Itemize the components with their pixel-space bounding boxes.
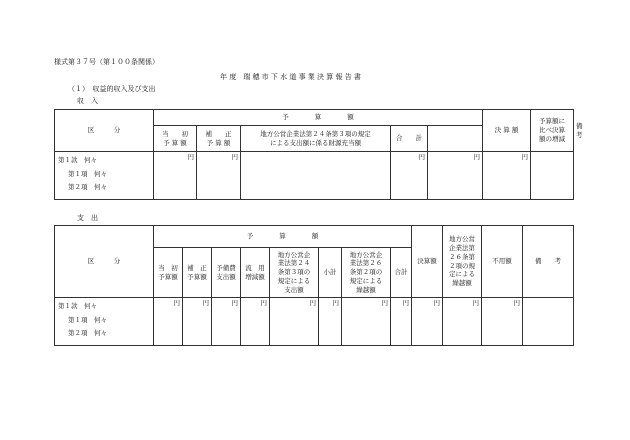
expense-col-kubun: 区 分 [55,226,154,298]
expense-col-bikou: 備 考 [523,226,574,298]
income-row-label: 第２項 何々 [68,183,107,191]
expense-cell-hosei: 円 [183,298,212,346]
expense-row-labels [55,298,154,346]
expense-col-chihou26: 地方公営企 業法第２６ 条第２項の 規定による 繰越額 [342,248,391,298]
expense-cell-tousho: 円 [154,298,183,346]
expense-col-hosei: 補 正 予算額 [183,248,212,298]
expense-cell-chihou24: 円 [270,298,319,346]
expense-col-fuyou: 不用額 [482,226,523,298]
form-number: 様式第３７号（第１００条関係） [54,58,159,66]
income-table: 区 分 予 算 額 決 算 額 予算額に 比べ決算 額の増減 備 考 当 初 予 算 額 補 正 予 算 額 地方公営企業法第２４条第３項の規定 による支出額に係る財源充当額 合 計 第１款 何々 第１項 何々 第２項 何々 円 円 円 円 円 [54,109,574,200]
expense-col-ryuyou: 流 用 増減額 [241,248,270,298]
income-row-labels [55,152,154,200]
income-col-zougen: 予算額に 比べ決算 額の増減 [531,110,574,152]
expense-cell-shoukei: 円 [319,298,342,346]
expense-cell-bikou [523,298,574,346]
income-cell-hosei: 円 [197,152,241,200]
expense-col-yosan: 予 算 額 [154,226,412,248]
expense-cell-kessan: 円 [412,298,443,346]
expense-cell-fuyou: 円 [482,298,523,346]
income-col-tousho: 当 初 予 算 額 [154,126,197,152]
expense-col-goukei: 合計 [391,248,412,298]
expense-col-chihou24: 地方公営企 業法第２４ 条第３項の 規定による 支出額 [270,248,319,298]
income-col-goukei: 合 計 [391,126,428,152]
expense-cell-ryuyou: 円 [241,298,270,346]
income-cell-kessan: 円 [428,152,483,200]
income-cell-tousho: 円 [154,152,197,200]
income-cell-goukei: 円 [391,152,428,200]
expense-row-label: 第１項 何々 [68,315,107,324]
income-row-label: 第１項 何々 [68,169,107,178]
income-cell-zougen: 円 [483,152,531,200]
expense-table [54,225,574,346]
expense-col-chihou26b: 地方公営 企業法第 ２６条第 ２項の規 定による 繰越額 [443,226,482,298]
expense-cell-chihou26: 円 [342,298,391,346]
expense-col-tousho: 当 初 予算額 [154,248,183,298]
section-heading: （１） 収益的収入及び支出 [68,85,156,93]
income-cell-bikou [531,152,574,200]
expense-cell-chihou26b: 円 [443,298,482,346]
expense-col-kessan: 決算額 [412,226,443,298]
expense-row-label: 第２項 何々 [68,329,107,337]
expense-col-shoukei: 小計 [319,248,342,298]
expense-row-label: 第１款 何々 [58,302,97,310]
income-label: 収 入 [77,97,98,105]
income-col-hosei: 補 正 予 算 額 [197,126,241,152]
document-title: 年 度 瑞 穂 市 下 水 道 事 業 決 算 報 告 書 [220,73,361,81]
expense-label: 支 出 [77,214,98,222]
income-col-chihou: 地方公営企業法第２４条第３項の規定 による支出額に係る財源充当額 [241,126,391,152]
income-row-label: 第１款 何々 [58,156,97,164]
expense-cell-yobihi: 円 [212,298,241,346]
income-col-yosan: 予 算 額 [154,110,483,126]
expense-cell-goukei: 円 [391,298,412,346]
expense-col-yobihi: 予備費 支出額 [212,248,241,298]
income-cell-chihou [241,152,391,200]
income-col-kubun: 区 分 [55,110,154,152]
income-col-kessan: 決 算 額 [483,110,531,152]
